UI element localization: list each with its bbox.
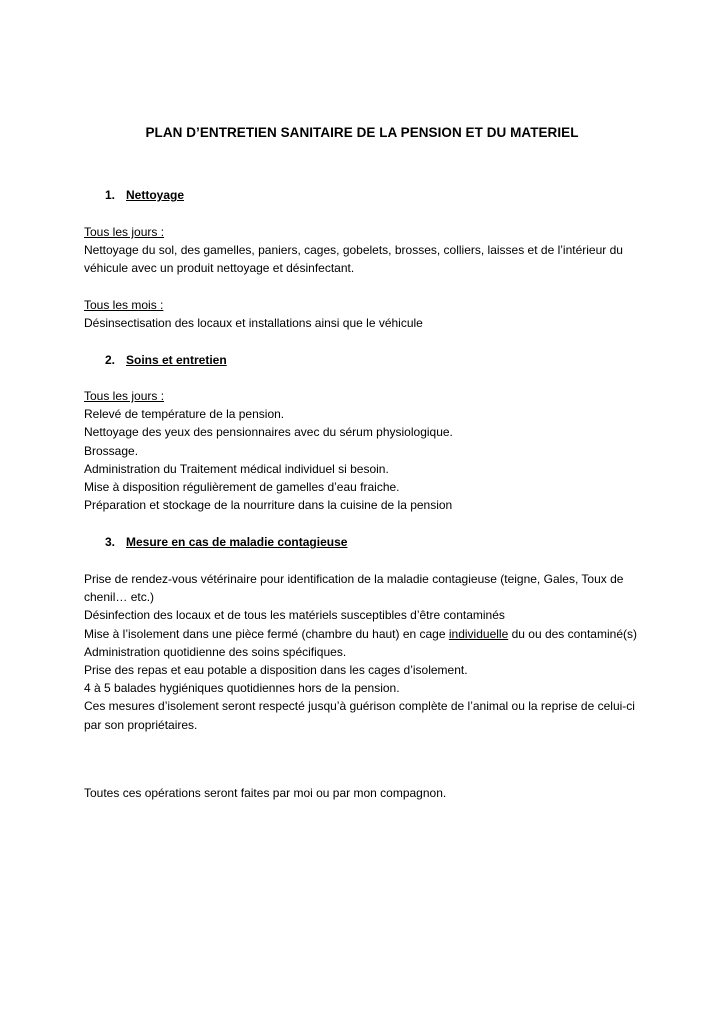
- text-line: Nettoyage du sol, des gamelles, paniers, cages, gobelets, brosses, colliers, laisses et de l’intérieur du: [84, 243, 623, 258]
- text-line: Désinsectisation des locaux et installations ainsi que le véhicule: [84, 316, 423, 331]
- section-2-number: 2.: [105, 353, 116, 367]
- text-line: Préparation et stockage de la nourriture dans la cuisine de la pension: [84, 498, 453, 513]
- section-3-heading: [105, 535, 347, 549]
- daily-label: Tous les jours :: [84, 225, 165, 239]
- isolation-text-before: Mise à l’isolement dans une pièce fermé (chambre du haut) en cage: [84, 626, 449, 641]
- text-line: 4 à 5 balades hygiéniques quotidiennes hors de la pension.: [84, 681, 400, 696]
- text-line: Mise à disposition régulièrement de gamelles d’eau fraiche.: [84, 480, 400, 495]
- section-2-daily: [84, 387, 644, 514]
- text-line: Prise des repas et eau potable a disposition dans les cages d’isolement.: [84, 663, 468, 678]
- document-title: PLAN D’ENTRETIEN SANITAIRE DE LA PENSION ET DU MATERIEL: [145, 125, 579, 140]
- text-line: Administration quotidienne des soins spécifiques.: [84, 644, 347, 659]
- text-line: par son propriétaires.: [84, 717, 198, 732]
- isolation-underlined-word: individuelle: [448, 626, 509, 641]
- daily-label: Tous les jours :: [84, 389, 165, 403]
- text-line: Ces mesures d’isolement seront respecté jusqu’à guérison complète de l’animal ou la reprise de celui-ci: [84, 699, 635, 714]
- section-1-heading: [105, 188, 184, 202]
- text-line: Relevé de température de la pension.: [84, 407, 285, 422]
- section-1-number: 1.: [105, 188, 116, 202]
- text-line: Désinfection des locaux et de tous les matériels susceptibles d’être contaminés: [84, 608, 505, 623]
- section-3-body: [84, 570, 644, 734]
- text-line: Prise de rendez-vous vétérinaire pour identification de la maladie contagieuse (teigne, Gales, Toux de: [84, 572, 624, 586]
- text-line: véhicule avec un produit nettoyage et désinfectant.: [84, 261, 355, 276]
- closing-line: Toutes ces opérations seront faites par moi ou par mon compagnon.: [84, 786, 447, 800]
- section-3-number: 3.: [105, 535, 116, 549]
- isolation-text-after: du ou des contaminé(s): [508, 626, 637, 641]
- section-1-monthly: [84, 296, 644, 332]
- closing-statement: [84, 784, 644, 802]
- section-1-title: Nettoyage: [126, 188, 185, 202]
- text-line: Brossage.: [84, 443, 139, 458]
- text-line: Administration du Traitement médical individuel si besoin.: [84, 461, 389, 476]
- text-line: chenil… etc.): [84, 590, 155, 605]
- monthly-label: Tous les mois :: [84, 298, 164, 312]
- isolation-line: [84, 625, 644, 643]
- section-3-title: Mesure en cas de maladie contagieuse: [126, 535, 348, 549]
- section-2-title: Soins et entretien: [126, 353, 227, 367]
- section-1-daily: [84, 223, 644, 278]
- section-2-heading: [105, 353, 227, 367]
- text-line: Nettoyage des yeux des pensionnaires avec du sérum physiologique.: [84, 425, 453, 440]
